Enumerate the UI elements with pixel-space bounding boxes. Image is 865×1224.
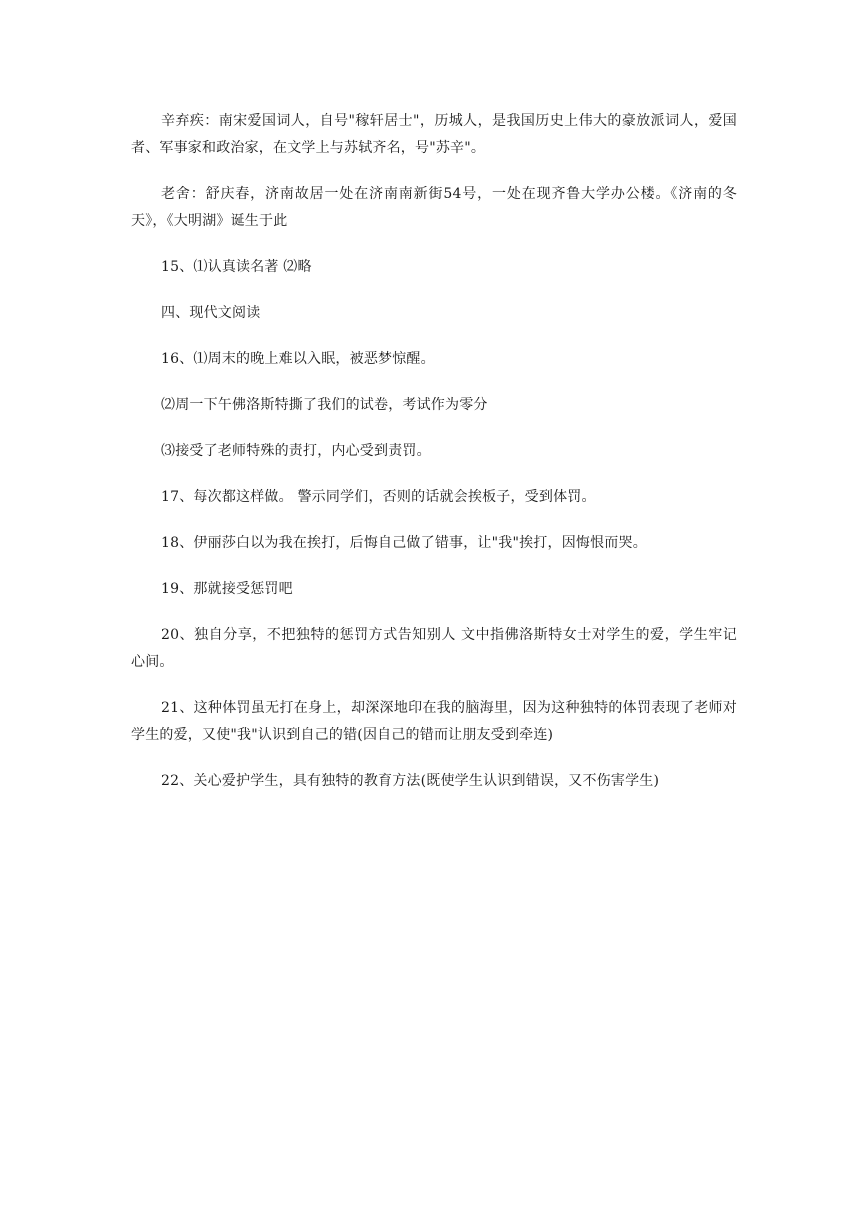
answer-21: 21、这种体罚虽无打在身上，却深深地印在我的脑海里，因为这种独特的体罚表现了老师对学生的爱，又使"我"认识到自己的错(因自己的错而让朋友受到牵连) xyxy=(131,700,737,743)
section-heading-modern-reading: 四、现代文阅读 xyxy=(161,305,261,321)
answer-15: 15、⑴认真读名著 ⑵略 xyxy=(161,259,312,275)
answer-16-1: 16、⑴周末的晚上难以入眠，被恶梦惊醒。 xyxy=(161,351,435,367)
answer-18: 18、伊丽莎白以为我在挨打，后悔自己做了错事，让"我"挨打，因悔恨而哭。 xyxy=(161,535,647,551)
answer-19: 19、那就接受惩罚吧 xyxy=(161,581,293,597)
paragraph-lao-she: 老舍：舒庆春，济南故居一处在济南南新街54号，一处在现齐鲁大学办公楼。《济南的冬天》，《大明湖》诞生于此 xyxy=(131,186,737,229)
document-body xyxy=(131,108,737,814)
answer-17: 17、每次都这样做。 警示同学们，否则的话就会挨板子，受到体罚。 xyxy=(161,489,596,505)
answer-20: 20、独自分享，不把独特的惩罚方式告知别人 文中指佛洛斯特女士对学生的爱，学生牢记心间。 xyxy=(131,627,737,670)
answer-22: 22、关心爱护学生，具有独特的教育方法(既使学生认识到错误，又不伤害学生) xyxy=(161,773,660,789)
answer-16-3: ⑶接受了老师特殊的责打，内心受到责罚。 xyxy=(161,443,431,459)
paragraph-xin-qiji: 辛弃疾：南宋爱国词人，自号"稼轩居士"，历城人，是我国历史上伟大的豪放派词人，爱国者、军事家和政治家，在文学上与苏轼齐名，号"苏辛"。 xyxy=(131,113,737,156)
answer-16-2: ⑵周一下午佛洛斯特撕了我们的试卷，考试作为零分 xyxy=(161,397,488,413)
